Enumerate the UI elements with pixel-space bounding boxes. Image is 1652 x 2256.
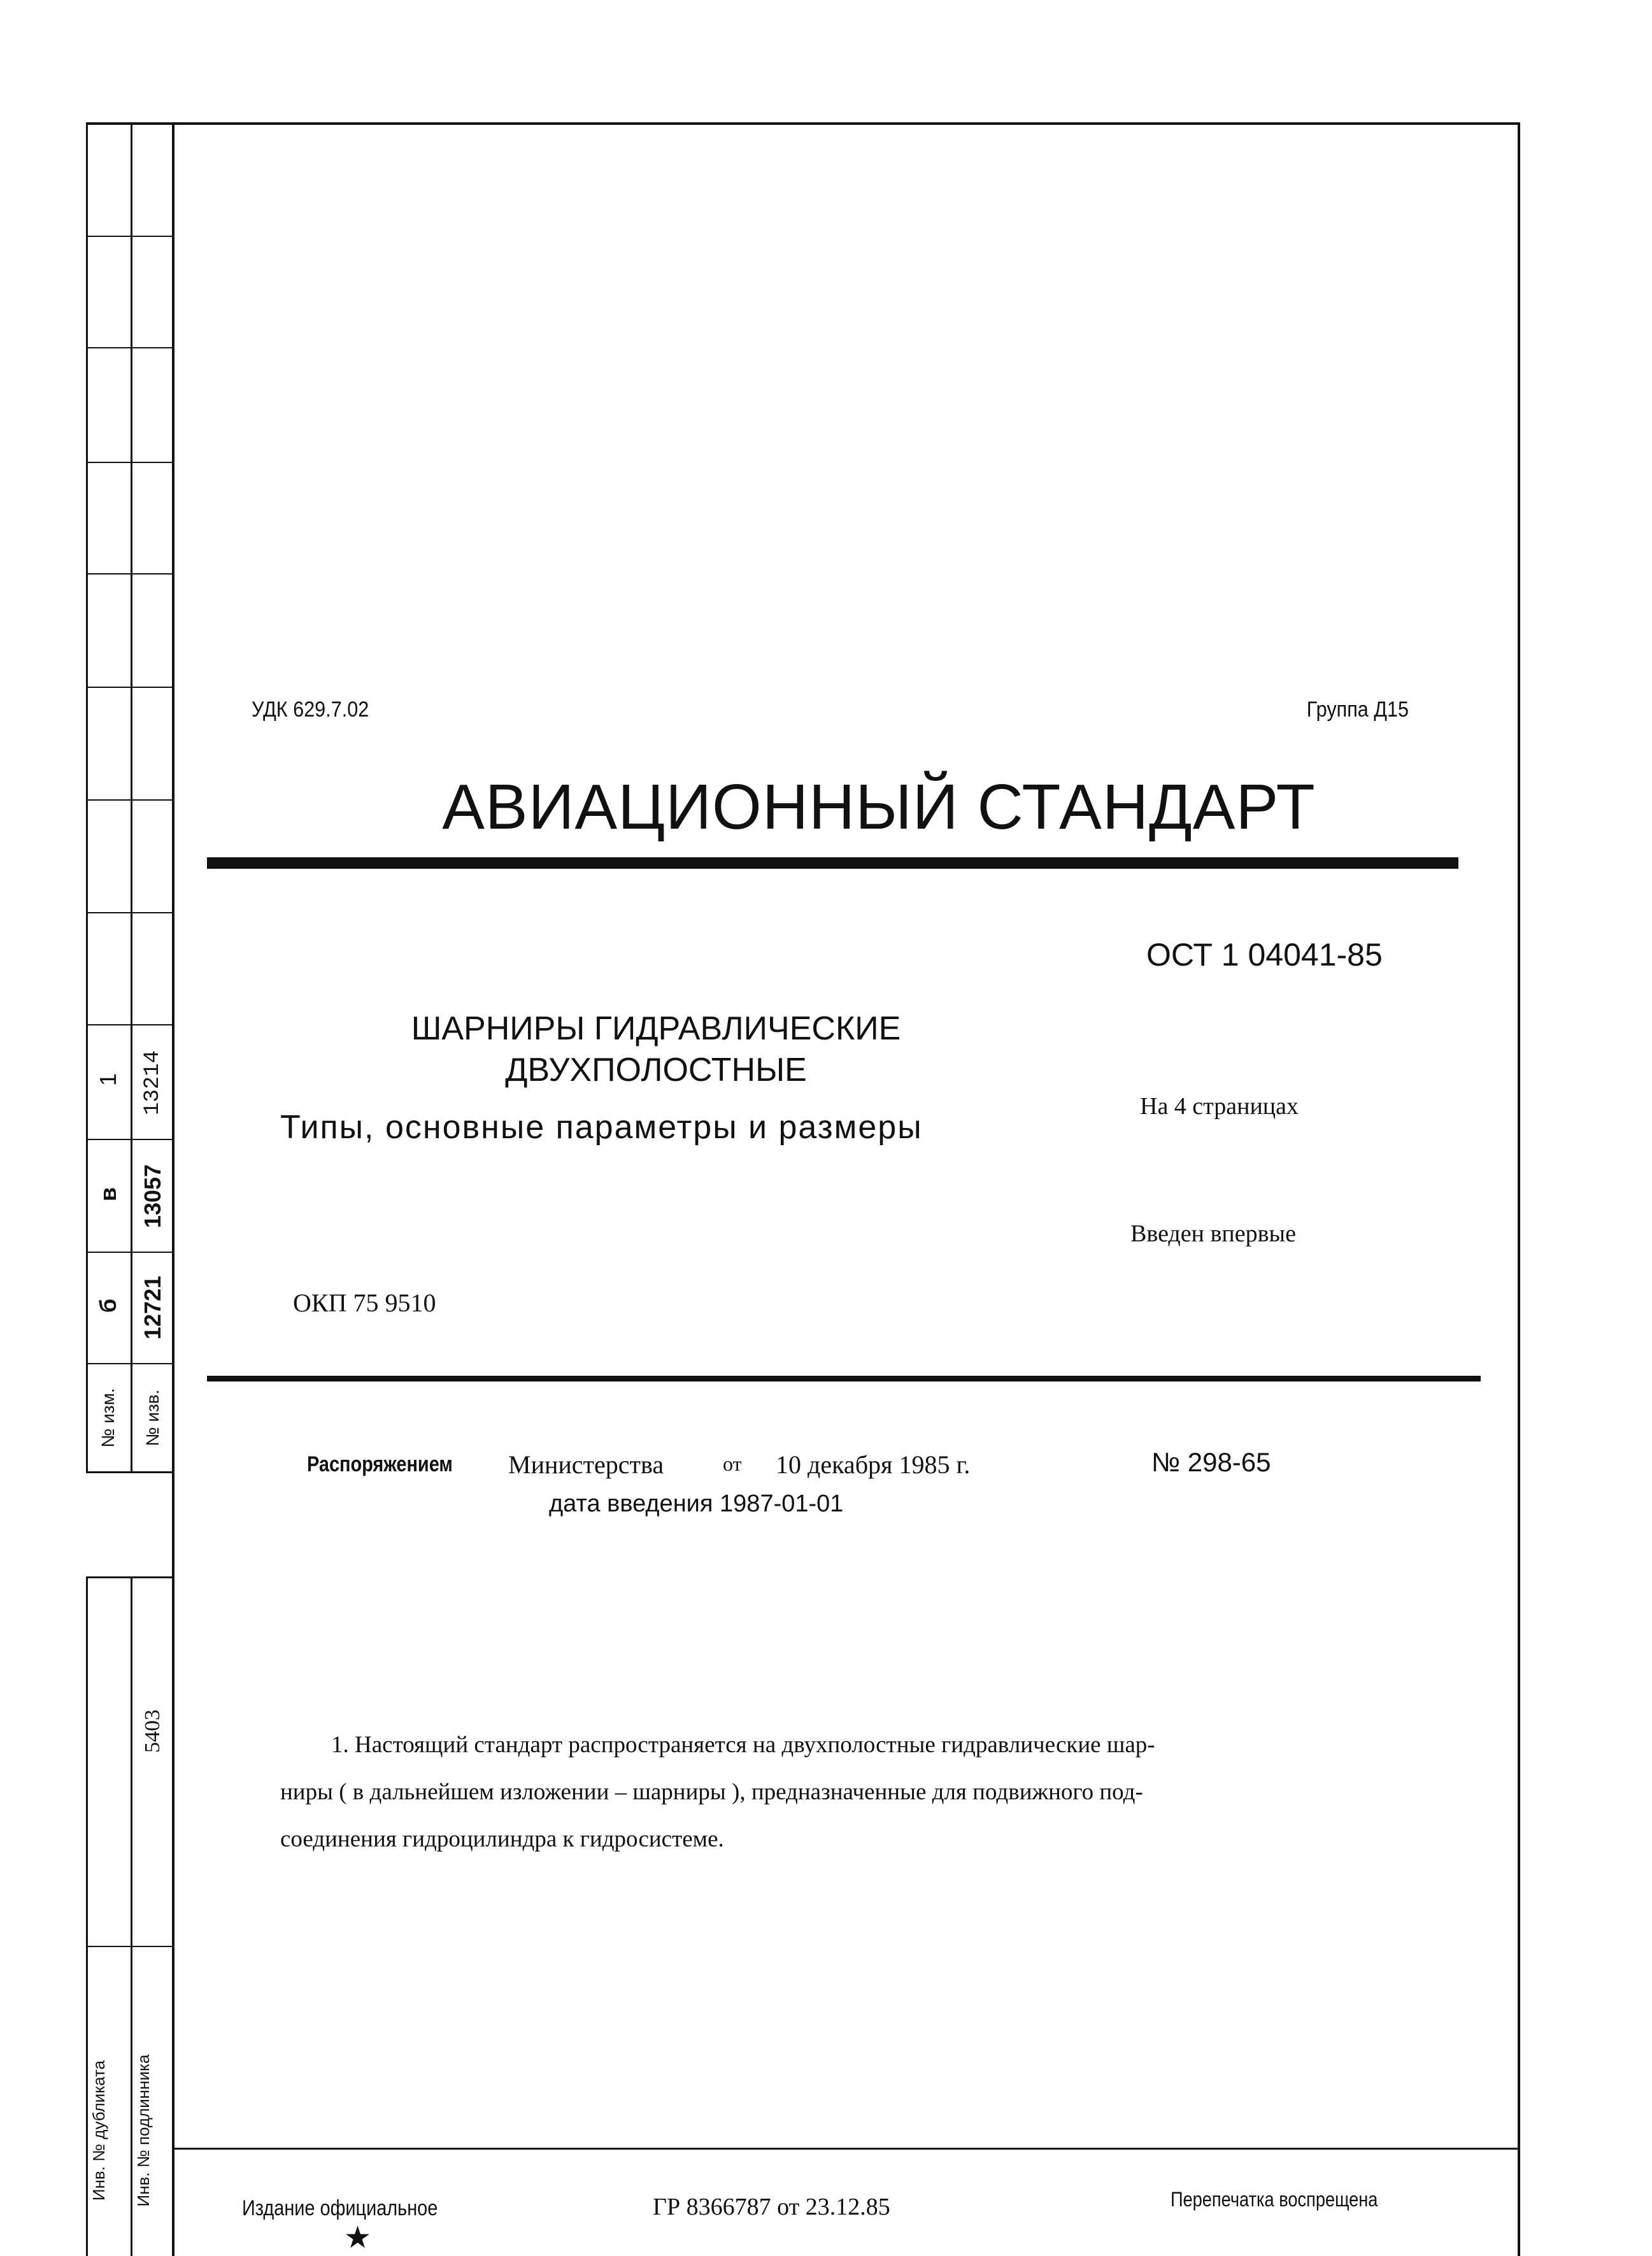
frame-right [1518,122,1520,2256]
group-code: Группа Д15 [1306,697,1409,722]
introduced-note: Введен впервые [1130,1220,1296,1247]
duplicate-inventory-label: Инв. № дубликата [89,2060,108,2201]
order-number: № 298-65 [1151,1447,1271,1477]
standard-code: ОСТ 1 04041-85 [1146,937,1383,973]
body-paragraph-line: 1. Настоящий стандарт распространяется на двухполостные гидравлические шар- [331,1732,1155,1758]
document-title: АВИАЦИОННЫЙ СТАНДАРТ [442,771,1316,843]
reprint-notice: Перепечатка воспрещена [1171,2188,1378,2211]
margin-notice-value: 13214 [141,1050,165,1116]
margin-notice-label: № изв. [143,1389,162,1446]
frame-left [172,122,174,2256]
udk-code: УДК 629.7.02 [252,697,369,722]
order-label: Распоряжением [307,1452,453,1476]
order-ministry: Министерства [508,1450,664,1479]
page-count: На 4 страницах [1140,1093,1299,1120]
section-rule [207,1376,1481,1381]
margin-notice-value: 13057 [139,1164,166,1229]
margin-change-value: б [95,1298,121,1313]
edition-note: Издание официальное [242,2196,438,2220]
standard-name-line2: ДВУХПОЛОСТНЫЕ [505,1052,807,1089]
okp-code: ОКП 75 9510 [293,1289,436,1317]
order-date: 10 декабря 1985 г. [776,1450,971,1479]
original-inventory-label: Инв. № подлинника [134,2054,153,2207]
standard-name-line1: ШАРНИРЫ ГИДРАВЛИЧЕСКИЕ [411,1010,901,1047]
original-inventory-value: 5403 [141,1710,164,1753]
title-rule [207,857,1458,869]
frame-top [86,122,1520,125]
margin-change-value: в [95,1187,121,1202]
standard-subtitle: Типы, основные параметры и размеры [280,1109,923,1146]
body-paragraph-line: ниры ( в дальнейшем изложении – шарниры ), предназначенные для подвижного под- [280,1779,1143,1805]
introduction-date: дата введения 1987-01-01 [549,1490,844,1517]
registration-number: ГР 8366787 от 23.12.85 [653,2194,890,2220]
margin-notice-value: 12721 [139,1275,166,1340]
order-from: от [723,1452,742,1475]
star-icon: ★ [344,2221,372,2255]
body-paragraph-line: соединения гидроцилиндра к гидросистеме. [280,1826,724,1852]
footer-separator [172,2148,1520,2150]
margin-change-value: 1 [95,1073,121,1087]
margin-change-label: № изм. [98,1388,118,1448]
